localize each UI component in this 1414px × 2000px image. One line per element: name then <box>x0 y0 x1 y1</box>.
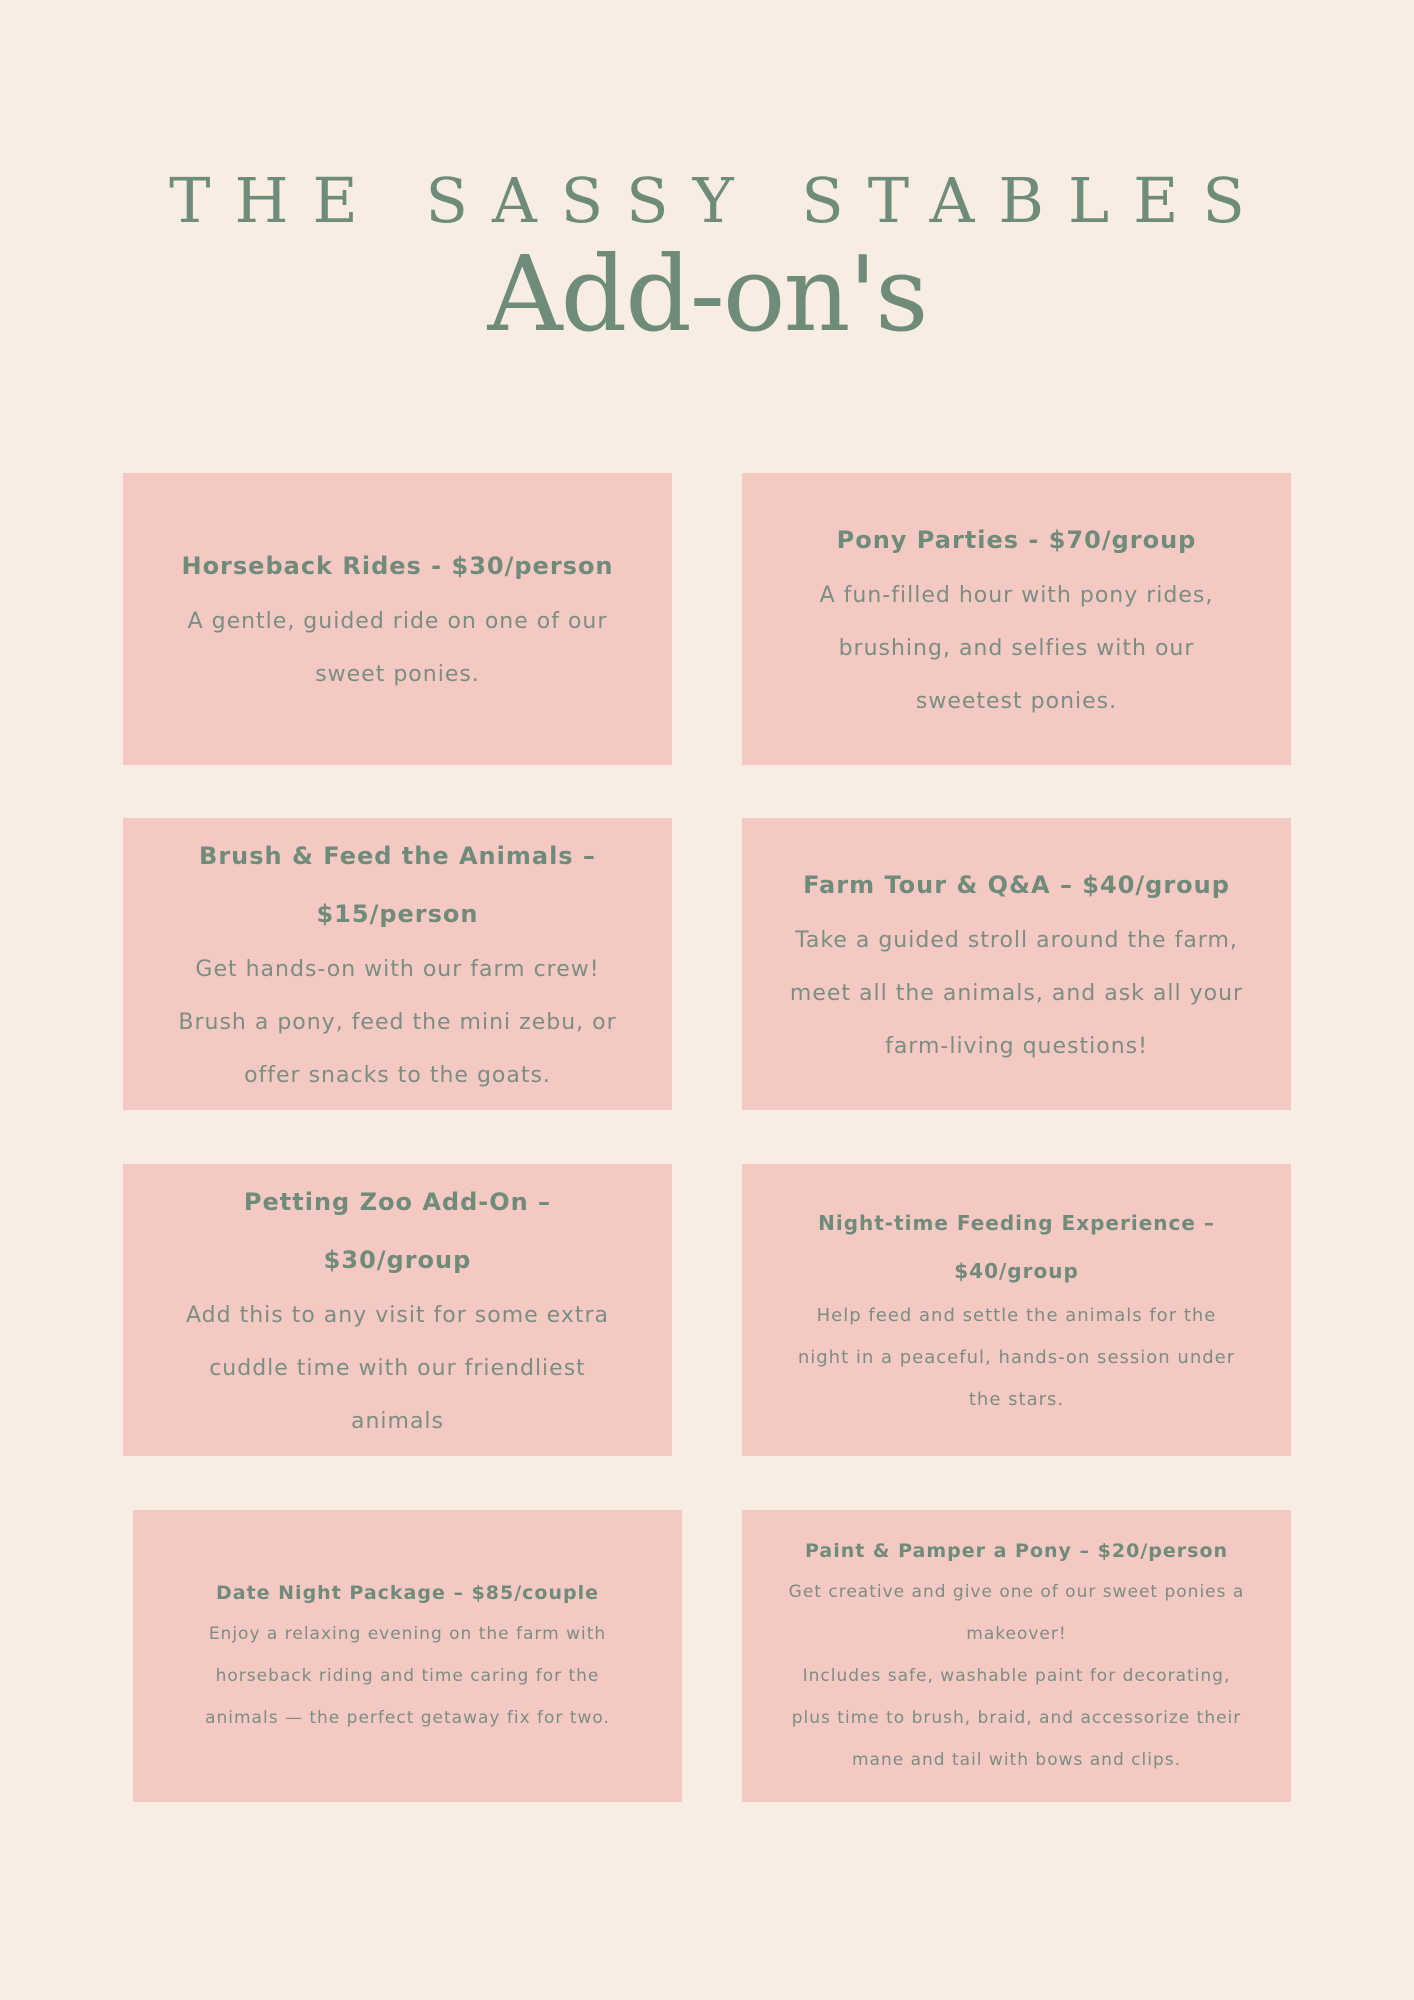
addon-description: Enjoy a relaxing evening on the farm with horseback riding and time caring for the animals — the perfect getaway fix for two. <box>205 1624 610 1728</box>
addon-description: Take a guided stroll around the farm, meet all the animals, and ask all your farm-living questions! <box>789 927 1244 1059</box>
addon-card-paint-pamper <box>742 1510 1291 1802</box>
addon-card-brush-feed <box>123 818 672 1110</box>
addon-description-extra: Includes safe, washable paint for decorating, plus time to brush, braid, and accessorize their mane and tail with bows and clips. <box>791 1666 1242 1770</box>
addon-title: Pony Parties - $70/group <box>836 525 1197 554</box>
addon-description: Add this to any visit for some extra cuddle time with our friendliest animals <box>185 1302 609 1434</box>
addon-description: Get creative and give one of our sweet ponies a makeover! <box>788 1582 1245 1644</box>
addon-card-farm-tour <box>742 818 1291 1110</box>
page-title: Add-on's <box>487 233 927 355</box>
brand-name: THE SASSY STABLES <box>169 164 1269 237</box>
addon-description: Get hands-on with our farm crew! Brush a pony, feed the mini zebu, or offer snacks to the goats. <box>178 956 617 1088</box>
addon-title: Date Night Package – $85/couple <box>215 1582 600 1604</box>
addon-title: Farm Tour & Q&A – $40/group <box>803 870 1230 899</box>
addon-card-date-night <box>133 1510 682 1802</box>
addon-description: A gentle, guided ride on one of our sweet ponies. <box>187 609 608 687</box>
addon-card-night-feeding <box>742 1164 1291 1456</box>
addon-title: Night-time Feeding Experience – $40/group <box>818 1211 1215 1283</box>
addon-card-horseback-rides <box>123 473 672 765</box>
addon-title: Petting Zoo Add-On – $30/group <box>243 1187 552 1274</box>
addon-description: A fun-filled hour with pony rides, brushing, and selfies with our sweetest ponies. <box>819 582 1214 714</box>
addon-title: Brush & Feed the Animals – $15/person <box>199 841 596 928</box>
addon-title: Paint & Pamper a Pony – $20/person <box>804 1540 1229 1562</box>
addon-card-petting-zoo <box>123 1164 672 1456</box>
addon-card-pony-parties <box>742 473 1291 765</box>
addon-title: Horseback Rides - $30/person <box>181 552 614 580</box>
addon-description: Help feed and settle the animals for the night in a peaceful, hands-on session under the stars. <box>797 1305 1236 1410</box>
